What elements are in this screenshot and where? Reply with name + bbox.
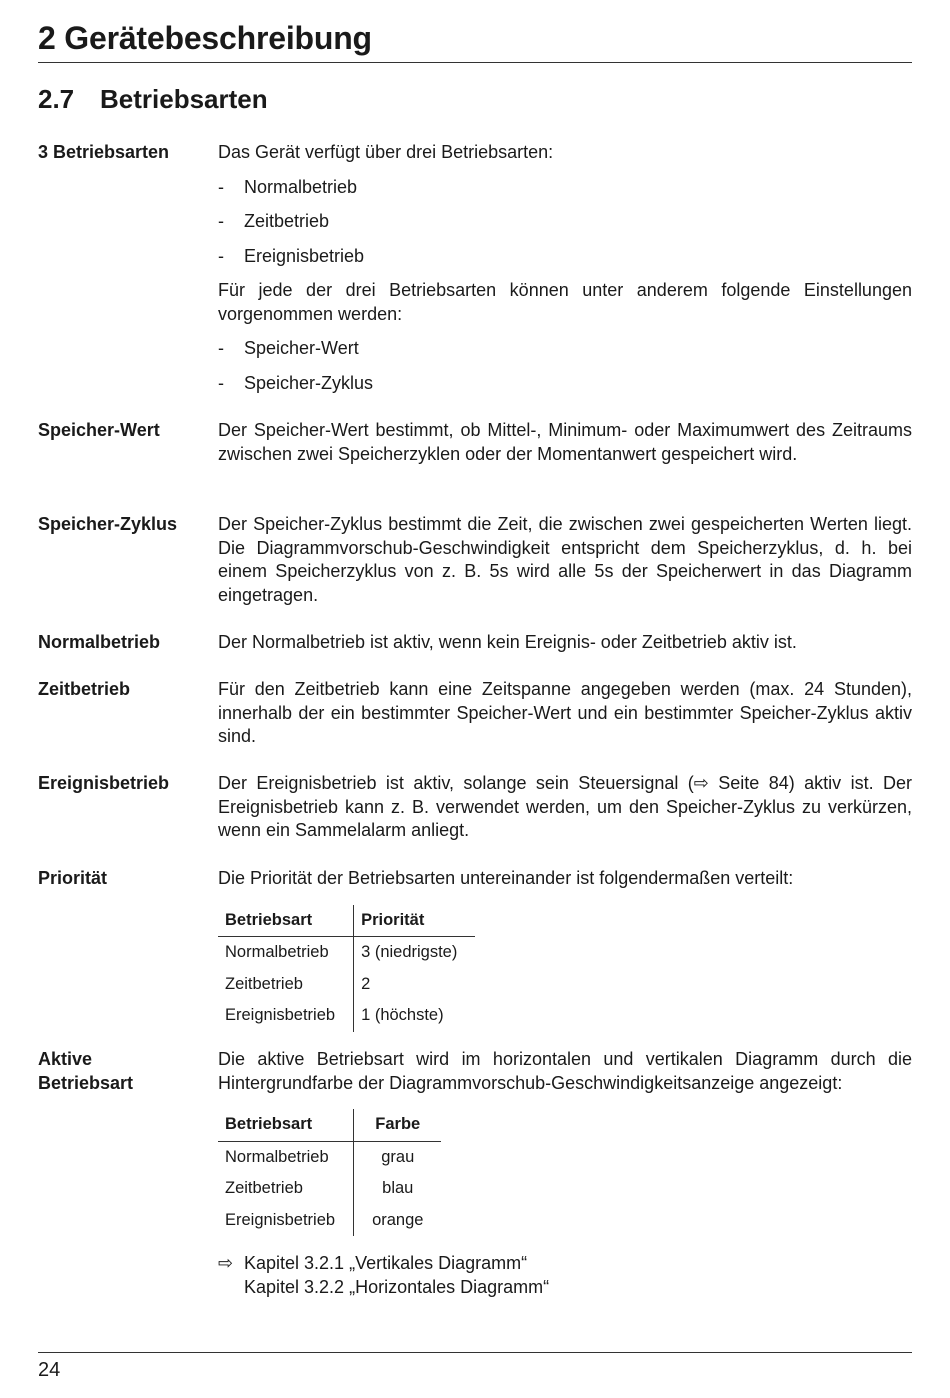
modes-body [218,141,912,395]
reference-link[interactable]: Kapitel 3.2.1 „Vertikales Diagramm“ [244,1253,528,1273]
modes-list [218,176,912,269]
list-item: - Speicher-Zyklus [218,372,912,396]
section-title-text: Betriebsarten [100,84,268,114]
modes-intro: Das Gerät verfügt über drei Betriebsarten: [218,142,554,162]
section-number: 2.7 [38,84,75,114]
ereignisbetrieb-label: Ereignisbetrieb [38,773,170,793]
modes-label: 3 Betriebsarten [38,142,170,162]
table-header: Priorität [354,905,476,937]
prioritaet-label: Priorität [38,868,108,888]
aktive-body [218,1048,912,1299]
paragraph: Die aktive Betriebsart wird im horizontalen und vertikalen Diagramm durch die Hintergrundfarbe der Diagrammvorschub-Geschwindigkeitsanzeige angezeigt: [218,1049,912,1093]
settings-intro: Für jede der drei Betriebsarten können unter anderem folgende Einstellungen vorgenommen werden: [218,280,912,324]
color-table [218,1109,441,1236]
cross-references [218,1252,912,1299]
table-header-row [218,905,475,937]
table-cell: orange [372,1210,424,1229]
table-row [218,1000,475,1032]
list-item: - Zeitbetrieb [218,210,912,234]
reference-link[interactable]: Kapitel 3.2.2 „Horizontales Diagramm“ [244,1276,550,1297]
paragraph: Der Speicher-Wert bestimmt, ob Mittel-, Minimum- oder Maximumwert des Zeitraums zwischen zwei Speicherzyklen oder der Momentanwert gespeichert wird. [218,420,912,464]
ereignisbetrieb-text [218,772,912,843]
table-row [218,1141,441,1173]
normalbetrieb-text [218,631,912,655]
table-row [218,937,475,969]
prioritaet-body [218,867,912,1032]
zeitbetrieb-text [218,678,912,749]
list-item: - Speicher-Wert [218,337,912,361]
footer-divider [38,1352,912,1353]
table-header: Betriebsart [218,1109,354,1141]
paragraph: Für den Zeitbetrieb kann eine Zeitspanne angegeben werden (max. 24 Stunden), innerhalb der ein bestimmter Speicher-Wert und ein bestimmter Speicher-Zyklus aktiv sind. [218,679,912,746]
table-cell: Zeitbetrieb [218,1173,354,1205]
table-cell: 2 [361,974,371,993]
table-cell: Ereignisbetrieb [218,1000,354,1032]
speicher-zyklus-label: Speicher-Zyklus [38,514,178,534]
arrow-right-icon: ⇨ [218,1253,234,1273]
zeitbetrieb-label: Zeitbetrieb [38,679,131,699]
normalbetrieb-label: Normalbetrieb [38,632,161,652]
paragraph: Der Ereignisbetrieb ist aktiv, solange sein Steuersignal (⇨ Seite 84) aktiv ist. Der Ereignisbetrieb kann z. B. verwendet werden, um den Speicher-Zyklus zu verkürzen, wenn ein Sammelalarm anliegt. [218,773,912,840]
table-cell: blau [382,1179,414,1197]
table-row [218,969,475,1001]
table-cell: Normalbetrieb [218,937,354,969]
speicher-wert-text [218,419,912,466]
speicher-wert-label: Speicher-Wert [38,420,160,440]
table-cell: Normalbetrieb [218,1141,354,1173]
priority-table [218,905,475,1032]
table-cell: Zeitbetrieb [218,969,354,1001]
paragraph: Die Priorität der Betriebsarten untereinander ist folgendermaßen verteilt: [218,868,794,888]
table-cell: 3 (niedrigste) [361,943,458,961]
table-row [218,1205,441,1237]
speicher-zyklus-text [218,513,912,607]
paragraph: Der Speicher-Zyklus bestimmt die Zeit, die zwischen zwei gespeicherten Werten liegt. Die Diagrammvorschub-Geschwindigkeit entspricht dem Speicherzyklus, d. h. bei einem Speicherzyklus von z. B. 5s wird alle 5s der Speicherwert in das Diagramm eingetragen. [218,514,912,605]
settings-list [218,337,912,395]
page-number: 24 [38,1359,61,1381]
paragraph: Der Normalbetrieb ist aktiv, wenn kein Ereignis- oder Zeitbetrieb aktiv ist. [218,632,797,652]
table-header: Betriebsart [218,905,354,937]
table-row [218,1173,441,1205]
table-cell: Ereignisbetrieb [218,1205,354,1237]
chapter-divider [38,62,912,63]
aktive-label-line1: Aktive [38,1049,93,1069]
aktive-label [38,1048,213,1095]
list-item: - Normalbetrieb [218,176,912,200]
aktive-label-line2: Betriebsart [38,1072,134,1093]
table-cell: 1 (höchste) [361,1006,444,1024]
chapter-title: 2 Gerätebeschreibung [38,20,372,56]
table-header-row [218,1109,441,1141]
table-header: Farbe [354,1109,442,1141]
section-title [38,82,268,116]
table-cell: grau [381,1147,415,1166]
list-item: - Ereignisbetrieb [218,245,912,269]
